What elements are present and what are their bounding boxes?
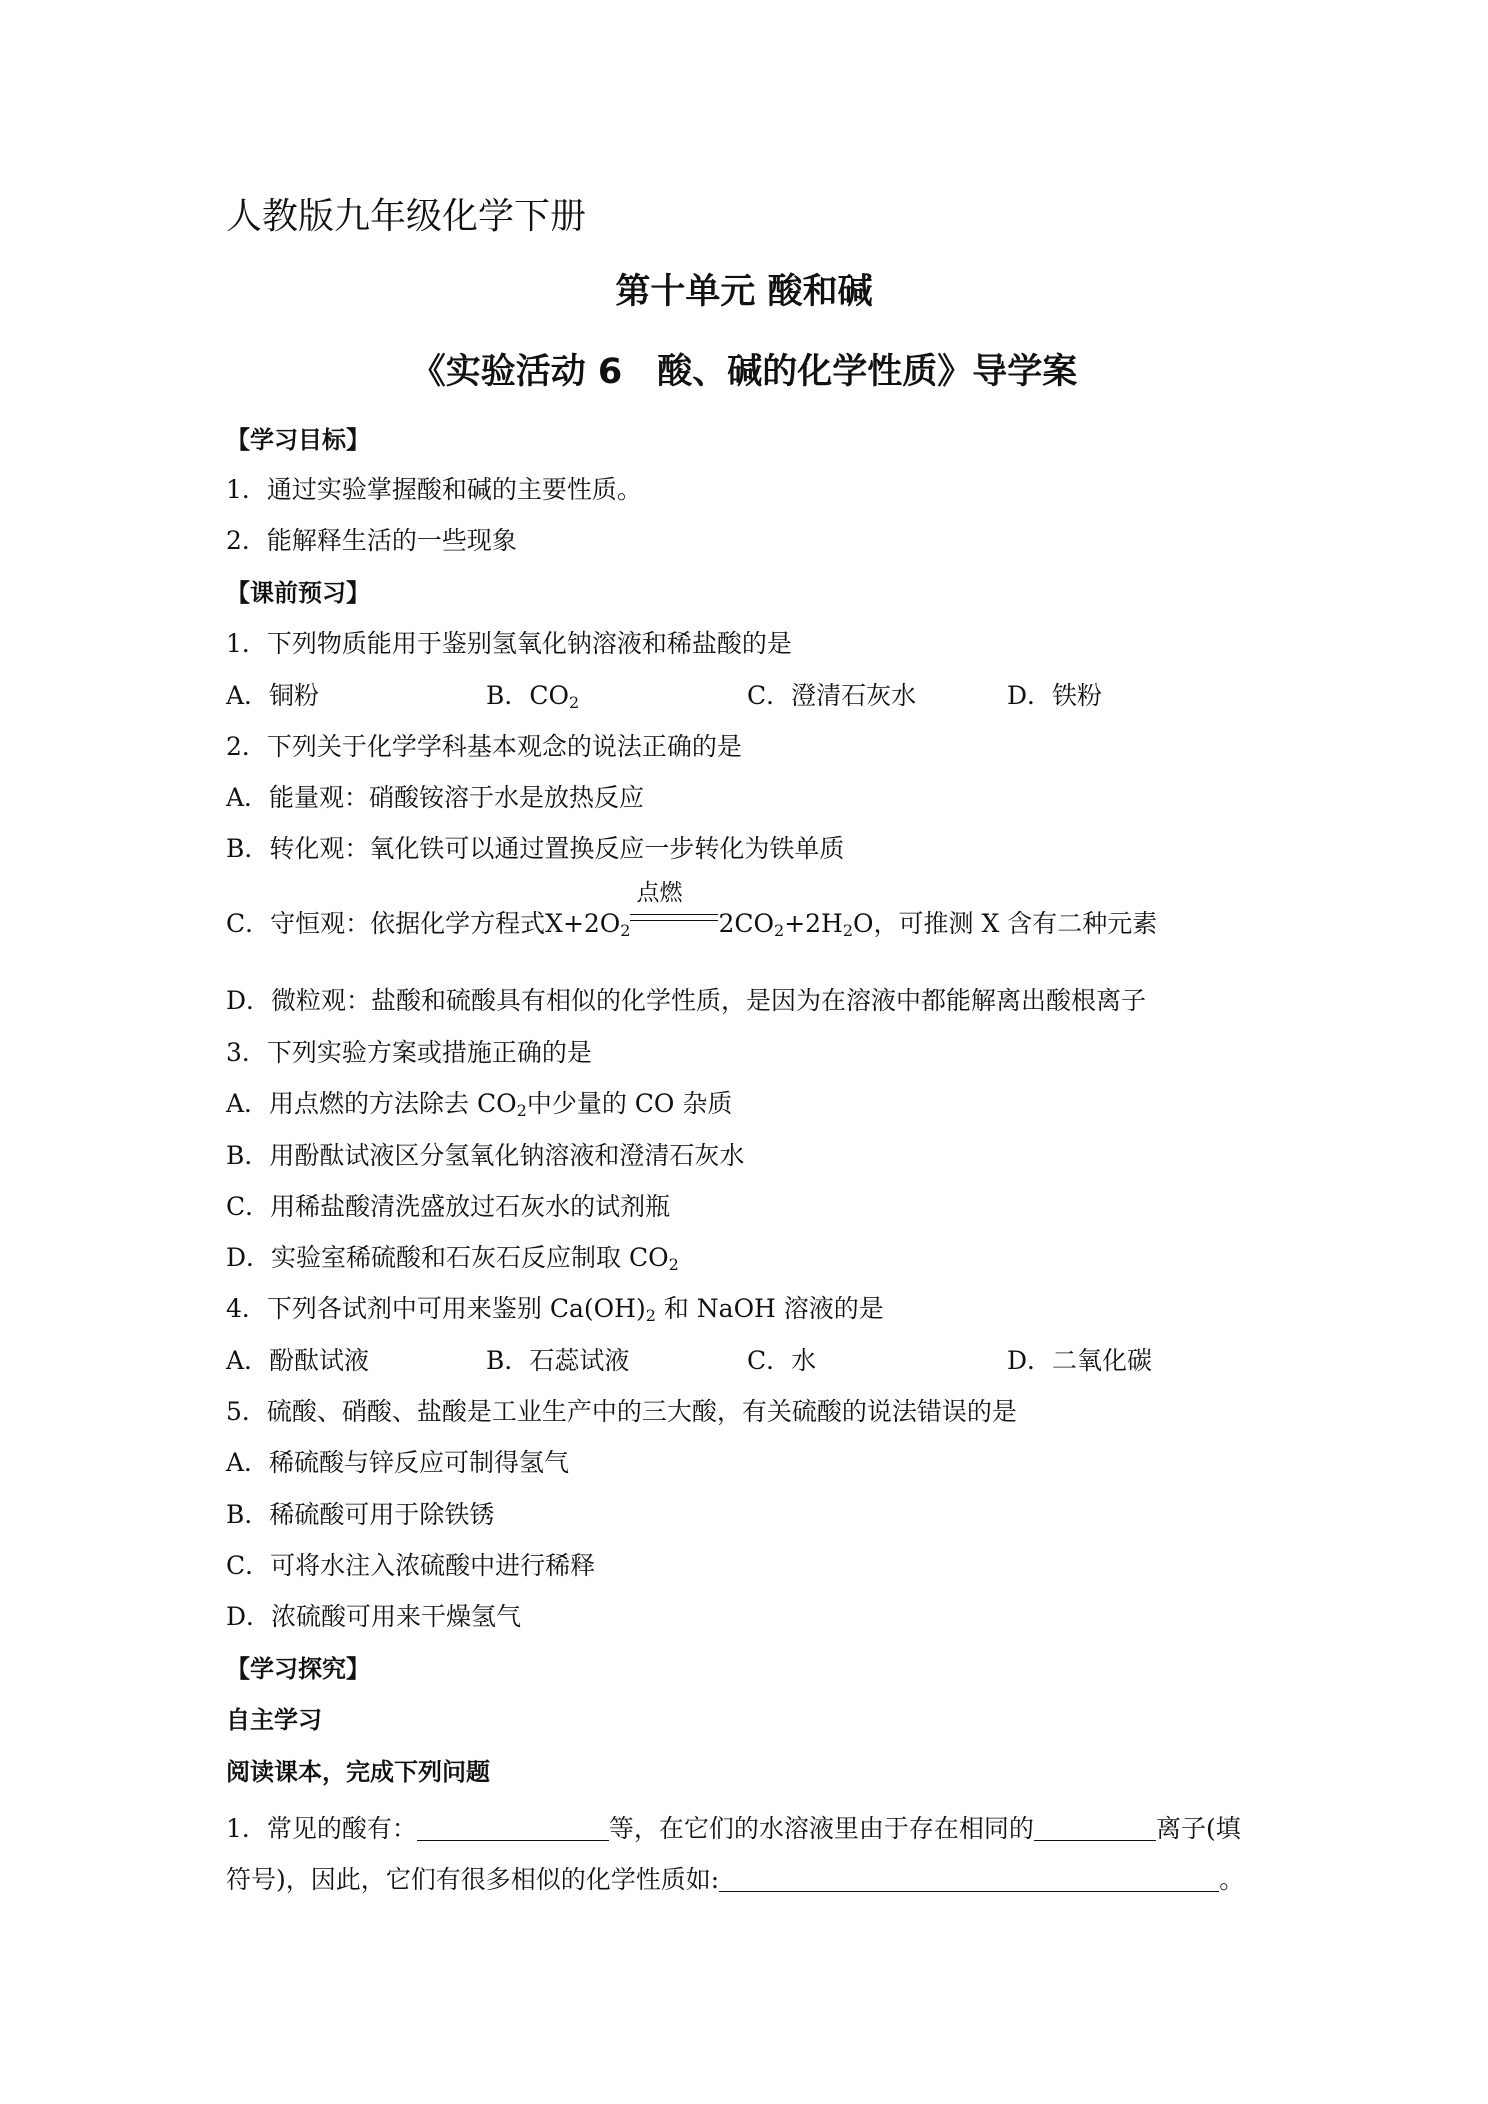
- q2-option-c: C．守恒观：依据化学方程式$X+2O_2$ 点燃 $2CO_2+2H_2O$，可推测 X 含有二种元素: [226, 880, 1158, 940]
- q5-option-c: C．可将水注入浓硫酸中进行稀释: [226, 1551, 596, 1580]
- answer-blank-acids[interactable]: [417, 1814, 609, 1841]
- q2-option-b: B．转化观：氧化铁可以通过置换反应一步转化为铁单质: [226, 834, 845, 863]
- question-3: 3．下列实验方案或措施正确的是: [226, 1038, 592, 1067]
- q3-option-c: C．用稀盐酸清洗盛放过石灰水的试剂瓶: [226, 1192, 671, 1221]
- lesson-title: 《实验活动 6 酸、碱的化学性质》导学案: [410, 352, 1078, 392]
- section-preview: 【课前预习】: [226, 579, 370, 607]
- q1-option-b: B．$CO_2$: [486, 681, 580, 712]
- subheading-read-book: 阅读课本，完成下列问题: [226, 1758, 490, 1786]
- subheading-self-study: 自主学习: [226, 1706, 322, 1734]
- q2-option-d: D．微粒观：盐酸和硫酸具有相似的化学性质，是因为在溶液中都能解离出酸根离子: [226, 986, 1147, 1015]
- q5-option-a: A．稀硫酸与锌反应可制得氢气: [226, 1448, 570, 1477]
- q2-option-a: A．能量观：硝酸铵溶于水是放热反应: [226, 783, 645, 812]
- question-1: 1．下列物质能用于鉴别氢氧化钠溶液和稀盐酸的是: [226, 629, 792, 658]
- q4-option-a: A．酚酞试液: [226, 1346, 370, 1375]
- section-explore: 【学习探究】: [226, 1655, 370, 1683]
- q3-option-d: D．实验室稀硫酸和石灰石反应制取 $CO_2$: [226, 1243, 679, 1274]
- book-header: 人教版九年级化学下册: [226, 196, 587, 237]
- q4-option-c: C．水: [747, 1346, 817, 1375]
- q4-option-d: D．二氧化碳: [1007, 1346, 1153, 1375]
- q3-option-b: B．用酚酞试液区分氢氧化钠溶液和澄清石灰水: [226, 1141, 745, 1170]
- q1-option-c: C．澄清石灰水: [747, 681, 917, 710]
- fill-question-1-line1: 1．常见的酸有： 等，在它们的水溶液里由于存在相同的 离子(填: [226, 1814, 1241, 1843]
- q5-option-d: D．浓硫酸可用来干燥氢气: [226, 1602, 522, 1631]
- equation-right: $2CO_2+2H_2O$: [718, 909, 874, 940]
- q4-option-b: B．石蕊试液: [486, 1346, 630, 1375]
- fill-question-1-line2: 符号)，因此，它们有很多相似的化学性质如: 。: [226, 1865, 1245, 1894]
- reaction-arrow: 点燃: [630, 908, 718, 938]
- question-4: 4．下列各试剂中可用来鉴别 $Ca(OH)_2$ 和 NaOH 溶液的是: [226, 1294, 884, 1325]
- question-2: 2．下列关于化学学科基本观念的说法正确的是: [226, 732, 742, 761]
- q1-option-d: D．铁粉: [1007, 681, 1103, 710]
- question-5: 5．硫酸、硝酸、盐酸是工业生产中的三大酸，有关硫酸的说法错误的是: [226, 1397, 1017, 1426]
- section-goals: 【学习目标】: [226, 426, 370, 454]
- q3-option-a: A．用点燃的方法除去 $CO_2$中少量的 CO 杂质: [226, 1089, 733, 1120]
- equation-left: $X+2O_2$: [545, 909, 631, 940]
- q5-option-b: B．稀硫酸可用于除铁锈: [226, 1500, 495, 1529]
- goal-1: 1．通过实验掌握酸和碱的主要性质。: [226, 475, 642, 504]
- unit-title: 第十单元 酸和碱: [615, 272, 873, 312]
- q1-option-a: A．铜粉: [226, 681, 320, 710]
- goal-2: 2．能解释生活的一些现象: [226, 526, 517, 555]
- answer-blank-ion[interactable]: [1034, 1814, 1156, 1841]
- answer-blank-properties[interactable]: [719, 1865, 1219, 1892]
